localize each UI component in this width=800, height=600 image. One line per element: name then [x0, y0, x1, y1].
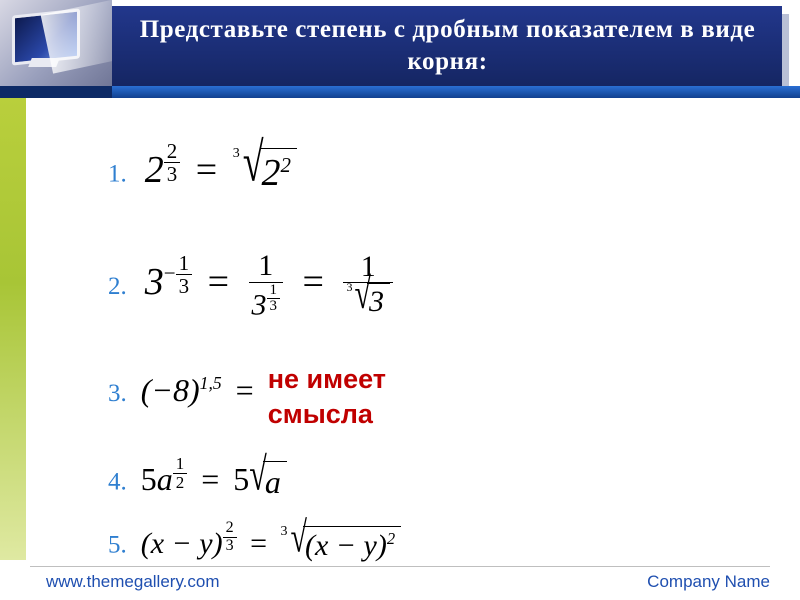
exp-numerator: 2 [164, 140, 181, 163]
computer-monitor-icon [0, 0, 112, 88]
radicand: (x − y) [305, 529, 387, 563]
radical-expression: √a [249, 461, 287, 503]
equals-sign: = [250, 526, 268, 560]
item-expression [140, 513, 401, 563]
exp-numerator: 1 [176, 252, 193, 275]
footer-website[interactable]: www.themegallery.com [46, 572, 220, 591]
fraction-denominator: 3 √3 [343, 283, 392, 320]
radicand: a [264, 464, 281, 501]
fraction-right [343, 251, 392, 320]
den-exp-denominator: 3 [269, 298, 278, 315]
left-green-rail [0, 98, 26, 560]
list-item [108, 513, 401, 565]
root-index: 3 [280, 524, 288, 540]
exp-denominator: 3 [225, 536, 234, 554]
exp-sign: − [163, 261, 176, 286]
exp-base: 3 [144, 260, 164, 303]
exp-base: 2 [144, 148, 164, 191]
exp-numerator: 1 [173, 455, 188, 474]
footer-divider [30, 566, 770, 567]
radicand: 3 [368, 285, 384, 319]
exp-numerator: 2 [223, 520, 237, 538]
item-expression [141, 372, 268, 408]
result-coefficient: 5 [233, 460, 250, 497]
fraction-numerator: 1 [249, 250, 284, 283]
exp-base: a [156, 460, 173, 497]
exponent: 1,5 [199, 373, 222, 394]
header-shadow [782, 14, 789, 94]
equals-sign: = [235, 371, 254, 408]
list-item [108, 362, 478, 432]
page-title: Представьте степень с дробным показателем в виде корня: [139, 16, 756, 75]
den-exp-numerator: 1 [267, 283, 281, 300]
slide-content [30, 100, 790, 563]
header-underline-dark [0, 86, 112, 98]
exp-denominator: 2 [175, 472, 185, 492]
list-item [108, 133, 297, 197]
base-expression: (−8) [140, 371, 200, 408]
equals-sign: = [195, 148, 218, 191]
coefficient: 5 [140, 460, 157, 497]
item-number: 3. [108, 379, 127, 407]
item-number: 5. [108, 531, 127, 559]
slide-header [0, 0, 800, 86]
equals-sign: = [201, 460, 220, 497]
header-underline [0, 86, 800, 98]
root-index: 3 [232, 146, 240, 162]
item-expression [144, 249, 397, 322]
item-number: 2. [108, 272, 127, 300]
item-expression [144, 133, 297, 195]
base-expression: (x − y) [140, 526, 223, 560]
fraction-numerator: 1 [343, 251, 392, 284]
list-item [108, 250, 397, 321]
radicand-exponent: 2 [386, 529, 396, 549]
footer-left-spacer [0, 560, 30, 600]
equals-sign: = [207, 260, 230, 303]
radicand-base: 2 [261, 152, 281, 195]
answer-text: не имеет смысла [267, 364, 386, 430]
radical-expression: 3 √22 [233, 148, 297, 197]
root-index: 3 [346, 280, 353, 295]
item-expression [140, 447, 287, 501]
item-number: 4. [108, 468, 127, 496]
fraction-middle [249, 250, 284, 321]
den-base: 3 [251, 288, 267, 322]
footer-company: Company Name [647, 572, 770, 591]
equals-sign-2: = [302, 260, 324, 303]
radicand-exponent: 2 [280, 152, 291, 177]
item-number: 1. [108, 160, 127, 188]
radical-expression: 3 √(x − y)2 [281, 526, 402, 565]
exp-denominator: 3 [166, 162, 178, 187]
fraction-denominator [249, 283, 284, 321]
exp-denominator: 3 [178, 274, 190, 299]
list-item [108, 447, 287, 503]
